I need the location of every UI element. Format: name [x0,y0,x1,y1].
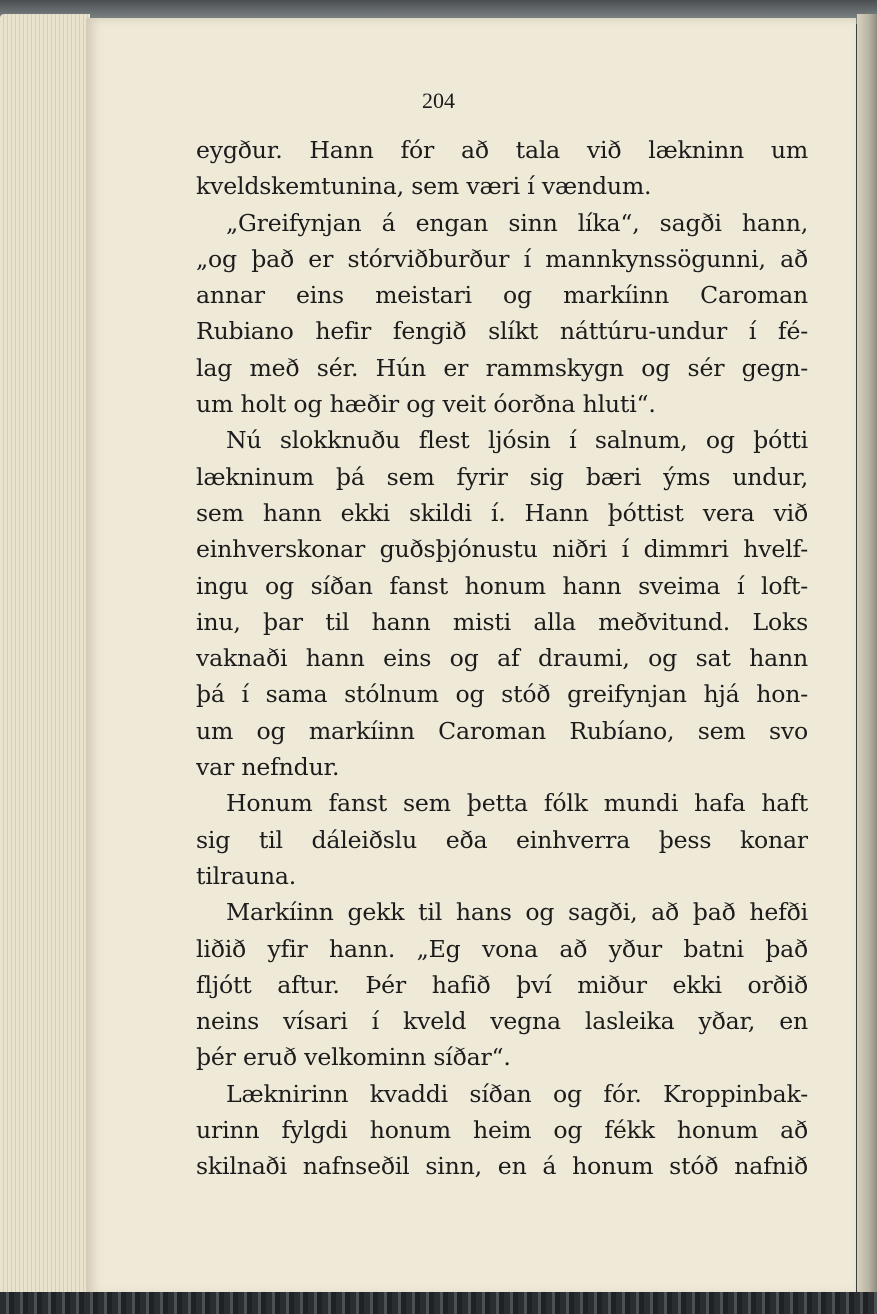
text-line: inu, þar til hann misti alla meðvitund. Loks [196,607,808,636]
text-line: um holt og hæðir og veit óorðna hluti“. [196,390,656,419]
text-line: ingu og síðan fanst honum hann sveima í loft- [196,571,808,600]
text-line: vaknaði hann eins og af draumi, og sat hann [196,644,808,673]
text-line: um og markíinn Caroman Rubíano, sem svo [196,716,808,745]
text-line: skilnaði nafnseðil sinn, en á honum stóð nafnið [196,1152,808,1181]
book-cover-bottom [0,1292,877,1314]
page-edge-stack [0,14,90,1296]
text-line: Nú slokknuðu flest ljósin í salnum, og þótti [226,426,808,455]
text-line: eygður. Hann fór að tala við lækninn um [196,136,808,164]
text-line: kveldskemtunina, sem væri í vændum. [196,172,652,201]
text-line: Læknirinn kvaddi síðan og fór. Kroppinbak- [226,1079,808,1108]
text-line: „og það er stórviðburður í mannkynssögunni, að [196,244,808,273]
text-line: Honum fanst sem þetta fólk mundi hafa haft [226,789,808,818]
text-line: lækninum þá sem fyrir sig bæri ýms undur, [196,462,808,491]
page-right-edge [857,14,877,1296]
text-line: lag með sér. Hún er rammskygn og sér gegn- [196,353,808,382]
text-line: urinn fylgdi honum heim og fékk honum að [196,1116,808,1145]
text-line: fljótt aftur. Þér hafið því miður ekki orðið [196,970,808,999]
text-line: þá í sama stólnum og stóð greifynjan hjá hon- [196,680,808,709]
text-line: neins vísari í kveld vegna lasleika yðar, en [196,1007,808,1036]
page-number: 204 [422,88,455,113]
text-line: þér eruð velkominn síðar“. [196,1043,511,1072]
text-line: „Greifynjan á engan sinn líka“, sagði hann, [226,208,808,237]
body-text [196,132,808,1185]
text-line: Rubiano hefir fengið slíkt náttúru-undur í fé- [196,317,808,346]
text-line: liðið yfir hann. „Eg vona að yður batni það [196,934,808,963]
text-line: Markíinn gekk til hans og sagði, að það hefði [226,898,808,927]
text-line: tilrauna. [196,861,297,890]
text-line: sig til dáleiðslu eða einhverra þess konar [196,825,808,854]
text-line: einhverskonar guðsþjónustu niðri í dimmri hvelf- [196,535,808,564]
text-line: sem hann ekki skildi í. Hann þóttist vera við [196,498,808,527]
text-line: annar eins meistari og markíinn Caroman [196,281,808,310]
text-line: var nefndur. [196,753,340,782]
